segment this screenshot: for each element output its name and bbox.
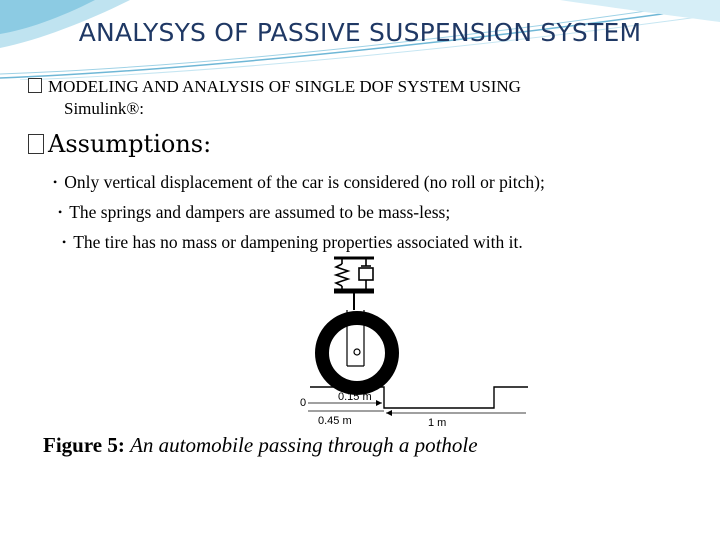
dim-015-label: 0.15 m — [338, 391, 372, 403]
damper-icon — [359, 258, 373, 290]
caption-label: Figure 5: — [43, 433, 125, 457]
assumption-item — [58, 202, 450, 223]
slide-title: ANALYSYS OF PASSIVE SUSPENSION SYSTEM — [78, 18, 642, 47]
assumption-item — [53, 172, 545, 193]
assumptions-label: Assumptions: — [48, 130, 212, 158]
main-bullet — [28, 76, 521, 120]
zero-label: 0 — [300, 397, 307, 409]
heading-line2: Simulink®: — [64, 99, 144, 118]
spring-icon — [336, 258, 348, 290]
caption-text: An automobile passing through a pothole — [130, 433, 478, 457]
bullet-dot-icon: • — [58, 205, 63, 219]
bullet-box-icon — [28, 134, 44, 154]
bullet-box-icon — [28, 78, 42, 93]
assumption-text: The tire has no mass or dampening properties associated with it. — [73, 232, 523, 252]
figure-caption — [43, 433, 478, 458]
bullet-dot-icon: • — [62, 235, 67, 249]
pothole-figure — [298, 248, 530, 430]
assumption-text: The springs and dampers are assumed to be mass-less; — [69, 202, 451, 222]
dim-1m-label: 1 m — [428, 417, 447, 429]
assumption-text: Only vertical displacement of the car is considered (no roll or pitch); — [64, 172, 545, 192]
assumptions-heading — [28, 130, 211, 158]
bullet-dot-icon: • — [53, 175, 58, 189]
heading-line1: MODELING AND ANALYSIS OF SINGLE DOF SYSTEM USING — [48, 77, 521, 96]
dim-045-label: 0.45 m — [318, 415, 352, 427]
